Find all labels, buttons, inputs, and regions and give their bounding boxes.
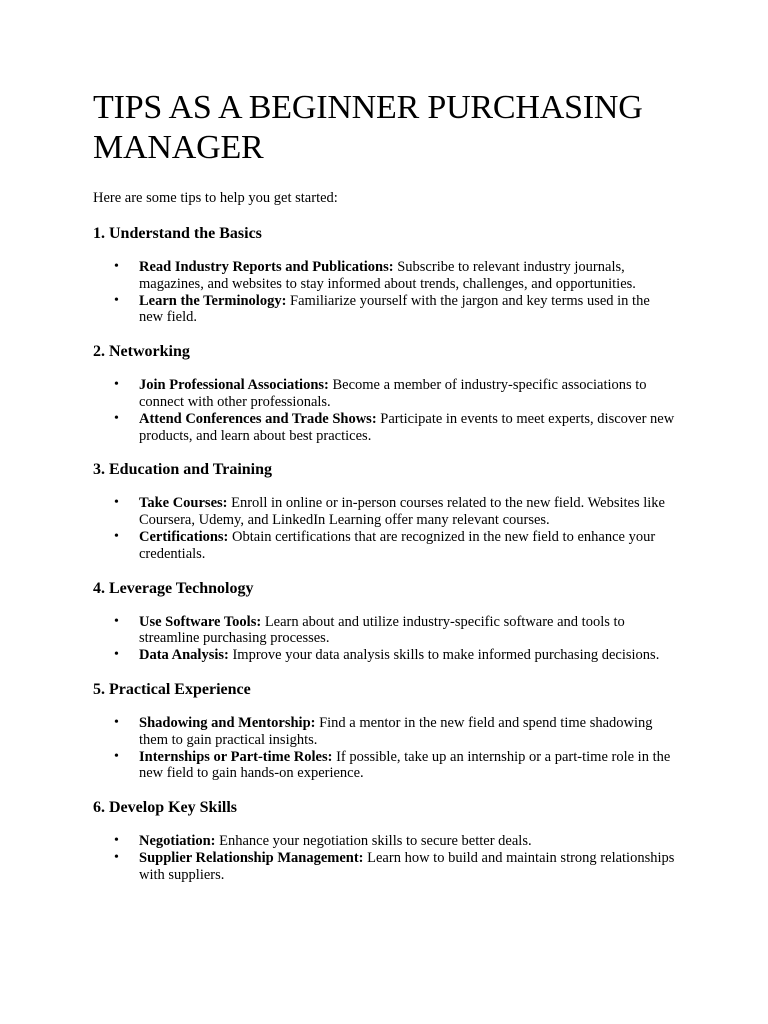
list-item [93,647,676,664]
list-item [93,259,676,293]
bullet-icon: • [114,849,119,865]
section-leverage-technology [93,579,676,664]
list-item [93,377,676,411]
item-text: Enroll in online or in-person courses related to the new field. Websites like Coursera, Udemy, and LinkedIn Learning offer many relevant courses. [139,495,665,529]
bullet-icon: • [114,259,119,274]
section-education-training [93,460,676,562]
section-understand-basics [93,224,676,326]
list-item [93,715,676,749]
bullet-icon: • [114,410,119,426]
bullet-icon: • [114,647,119,663]
list-item [93,850,676,884]
bullet-icon: • [114,833,119,849]
bullet-list [93,715,676,782]
item-label: Internships or Part-time Roles: [139,748,337,765]
item-text: Participate in events to meet experts, discover new products, and learn about best practices. [139,410,675,444]
item-text: Become a member of industry-specific associations to connect with other professionals. [139,377,647,410]
item-label: Data Analysis: [139,647,233,664]
item-text: Find a mentor in the new field and spend time shadowing them to gain practical insights. [139,714,653,748]
bullet-list [93,833,676,883]
section-heading: 4. Leverage Technology [93,579,254,597]
section-heading: 5. Practical Experience [93,680,251,698]
item-label: Read Industry Reports and Publications: [139,259,398,275]
item-label: Use Software Tools: [139,613,265,630]
item-text: Obtain certifications that are recognized in the new field to enhance your credentials. [139,528,656,562]
list-item [93,833,676,850]
list-item [93,529,676,563]
list-item [93,411,676,445]
section-heading: 2. Networking [93,343,190,361]
list-item [93,614,676,648]
bullet-icon: • [114,495,119,511]
item-label: Attend Conferences and Trade Shows: [139,410,381,427]
list-item [93,495,676,529]
list-item [93,293,676,327]
page-title: TIPS AS A BEGINNER PURCHASING MANAGER [93,89,643,166]
item-text: Subscribe to relevant industry journals, magazines, and websites to stay informed about trends, challenges, and opportunities. [139,259,636,292]
section-heading: 3. Education and Training [93,461,273,479]
section-heading: 1. Understand the Basics [93,225,262,242]
item-label: Learn the Terminology: [139,292,291,309]
item-label: Negotiation: [139,833,220,850]
bullet-list [93,377,676,444]
bullet-icon: • [114,714,119,730]
item-label: Shadowing and Mentorship: [139,714,320,731]
section-networking [93,342,676,444]
bullet-icon: • [114,528,119,544]
bullet-list [93,259,676,326]
bullet-icon: • [114,748,119,764]
list-item [93,749,676,783]
item-label: Supplier Relationship Management: [139,849,368,866]
bullet-icon: • [114,377,119,393]
item-text: Enhance your negotiation skills to secure better deals. [219,833,532,850]
section-practical-experience [93,680,676,782]
item-text: If possible, take up an internship or a part-time role in the new field to gain hands-on experience. [139,748,671,782]
item-label: Join Professional Associations: [139,377,333,394]
intro-text: Here are some tips to help you get started: [93,190,338,206]
bullet-list [93,495,676,562]
bullet-icon: • [114,292,119,308]
section-heading: 6. Develop Key Skills [93,799,238,817]
item-text: Improve your data analysis skills to make informed purchasing decisions. [232,647,660,664]
bullet-icon: • [114,613,119,629]
section-develop-key-skills [93,798,676,883]
bullet-list [93,614,676,664]
item-text: Learn how to build and maintain strong relationships with suppliers. [139,849,675,883]
item-label: Take Courses: [139,495,232,512]
item-text: Learn about and utilize industry-specific software and tools to streamline purchasing processes. [139,613,625,647]
item-label: Certifications: [139,528,233,545]
item-text: Familiarize yourself with the jargon and key terms used in the new field. [139,292,650,326]
